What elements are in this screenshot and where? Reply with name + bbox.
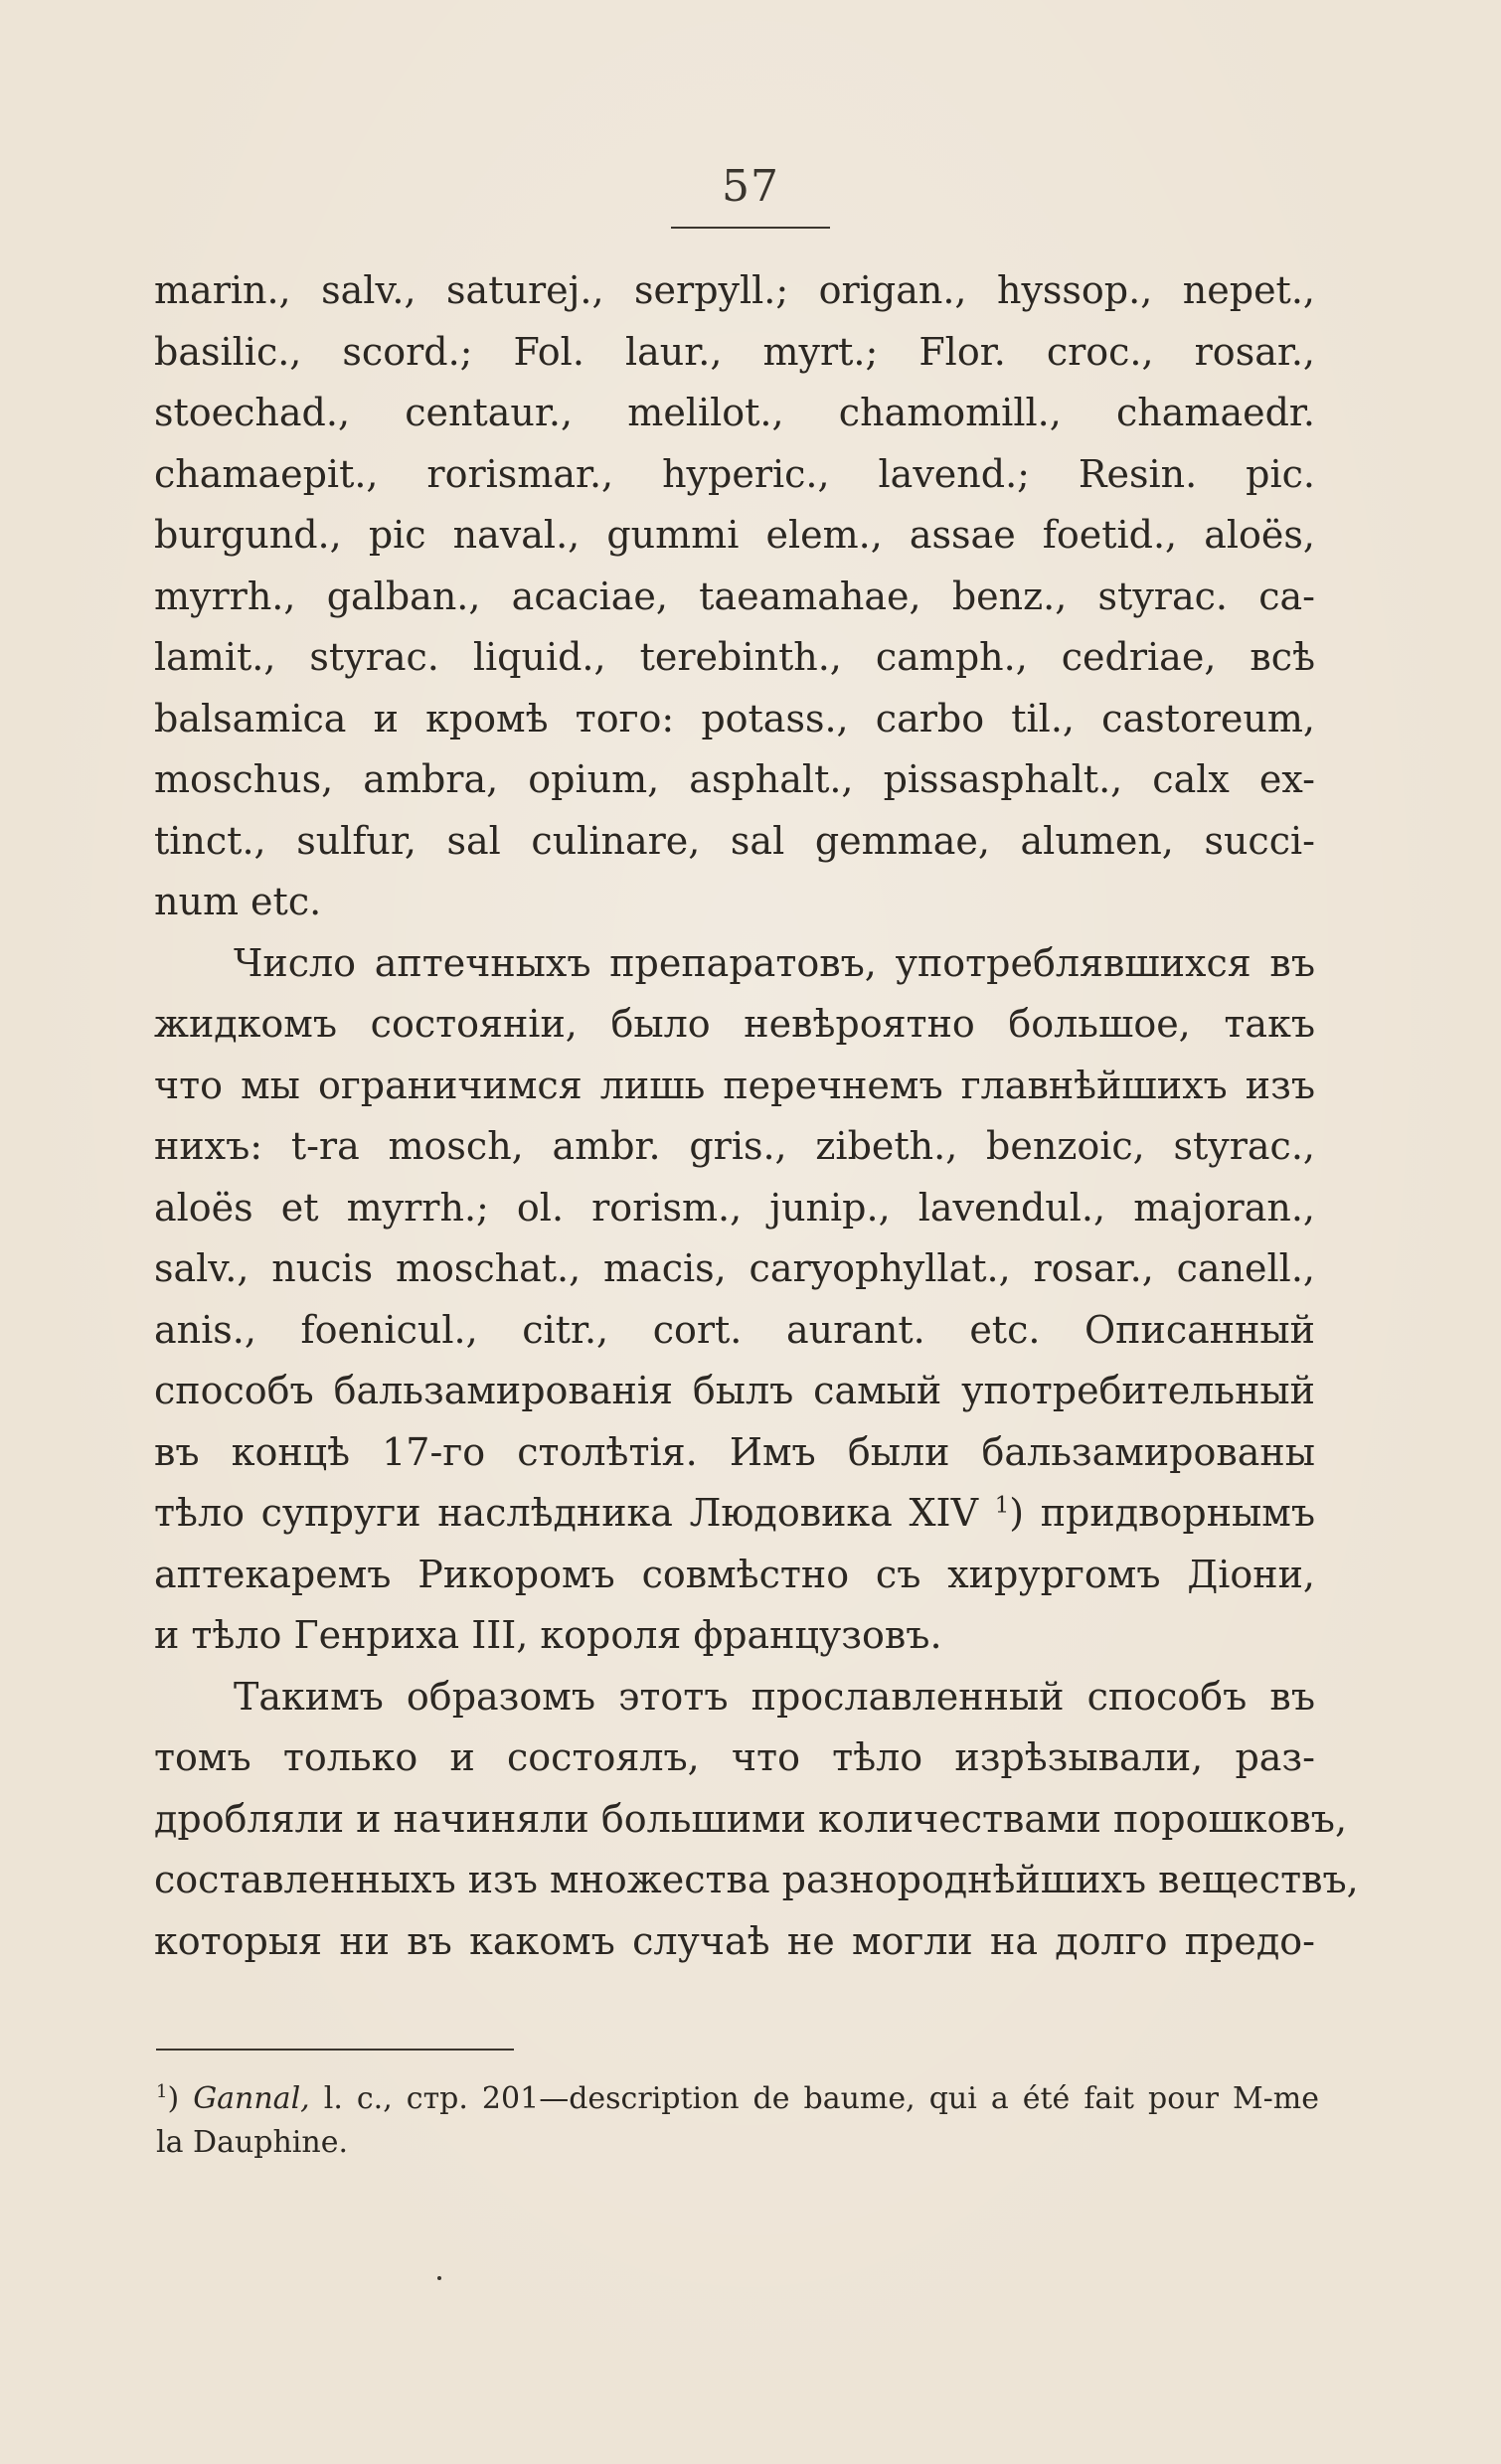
text-line: anis., foenicul., citr., cort. aurant. etc. Описанный	[154, 1307, 1315, 1352]
text-line: stoechad., centaur., melilot., chamomill., chamaedr.	[154, 391, 1315, 434]
text-line: что мы ограничимся лишь перечнемъ главнѣйшихъ изъ	[154, 1063, 1315, 1107]
text-line: num etc.	[154, 880, 322, 923]
text-line: которыя ни въ какомъ случаѣ не могли на долго предо-	[154, 1918, 1315, 1963]
text-line: basilic., scord.; Fol. laur., myrt.; Flor. croc., rosar.,	[154, 329, 1315, 374]
text-line: chamaepit., rorismar., hyperic., lavend.; Resin. pic.	[154, 451, 1315, 496]
text-line: moschus, ambra, opium, asphalt., pissasphalt., calx ex-	[154, 757, 1315, 801]
text-line: salv., nucis moschat., macis, caryophyllat., rosar., canell.,	[154, 1246, 1315, 1290]
text-segment: ) придворнымъ	[1009, 1491, 1315, 1535]
text-line: жидкомъ состоянiи, было невѣроятно большое, такъ	[154, 1002, 1315, 1046]
footnote-marker: 1	[156, 2081, 168, 2102]
text-segment: тѣло супруги наслѣдника Людовика XIV	[154, 1491, 979, 1535]
paragraph-start: Число аптечныхъ препаратовъ, употреблявшихся въ	[234, 940, 1315, 985]
page-number: 57	[722, 161, 779, 212]
paragraph-start: Такимъ образомъ этотъ прославленный способъ въ	[234, 1674, 1315, 1719]
text-line: въ концѣ 17-го столѣтiя. Имъ были бальзамированы	[154, 1429, 1315, 1474]
text-line: нихъ: t-ra mosch, ambr. gris., zibeth., benzoic, styrac.,	[154, 1124, 1315, 1168]
footnote	[156, 2077, 1319, 2165]
text-line: aloës et myrrh.; ol. rorism., junip., lavendul., majoran.,	[154, 1185, 1315, 1230]
paper-speck	[437, 2276, 441, 2280]
header-rule	[671, 227, 830, 229]
text-line: balsamica и кромѣ того: potass., carbo til., castoreum,	[154, 696, 1315, 740]
footnote-line: $^1$) Gannal, l. c., стр. 201—description de baume, qui a été fait pour M-me	[156, 2081, 1319, 2116]
text-line: burgund., pic naval., gummi elem., assae foetid., aloës,	[154, 513, 1315, 557]
footnote-marker: 1	[994, 1492, 1010, 1519]
footnote-rule	[156, 2049, 514, 2051]
text-line: составленныхъ изъ множества разнороднѣйшихъ веществъ,	[154, 1858, 1359, 1901]
main-text	[154, 260, 1359, 1972]
text-line: и тѣло Генриха III, короля французовъ.	[154, 1613, 942, 1657]
text-line: аптекаремъ Рикоромъ совмѣстно съ хирургомъ Дiони,	[154, 1552, 1315, 1596]
text-line: способъ бальзамированiя былъ самый употребительный	[154, 1369, 1315, 1412]
footnote-line: la Dauphine.	[156, 2125, 349, 2160]
text-line: myrrh., galban., acaciae, taeamahae, benz., styrac. ca-	[154, 574, 1315, 618]
text-line: tinct., sulfur, sal culinare, sal gemmae, alumen, succi-	[154, 818, 1315, 863]
footnote-text: l. c., стр. 201—description de baume, qui a été fait pour M-me	[309, 2081, 1319, 2116]
text-line: томъ только и состоялъ, что тѣло изрѣзывали, раз-	[154, 1735, 1315, 1779]
text-line: дробляли и начиняли большими количествами порошковъ,	[154, 1796, 1348, 1841]
text-line-with-footnote	[154, 1483, 1315, 1545]
text-line: marin., salv., saturej., serpyll.; origan., hyssop., nepet.,	[154, 268, 1315, 312]
footnote-author: Gannal,	[193, 2081, 310, 2116]
text-line: lamit., styrac. liquid., terebinth., camph., cedriae, всѣ	[154, 635, 1315, 679]
